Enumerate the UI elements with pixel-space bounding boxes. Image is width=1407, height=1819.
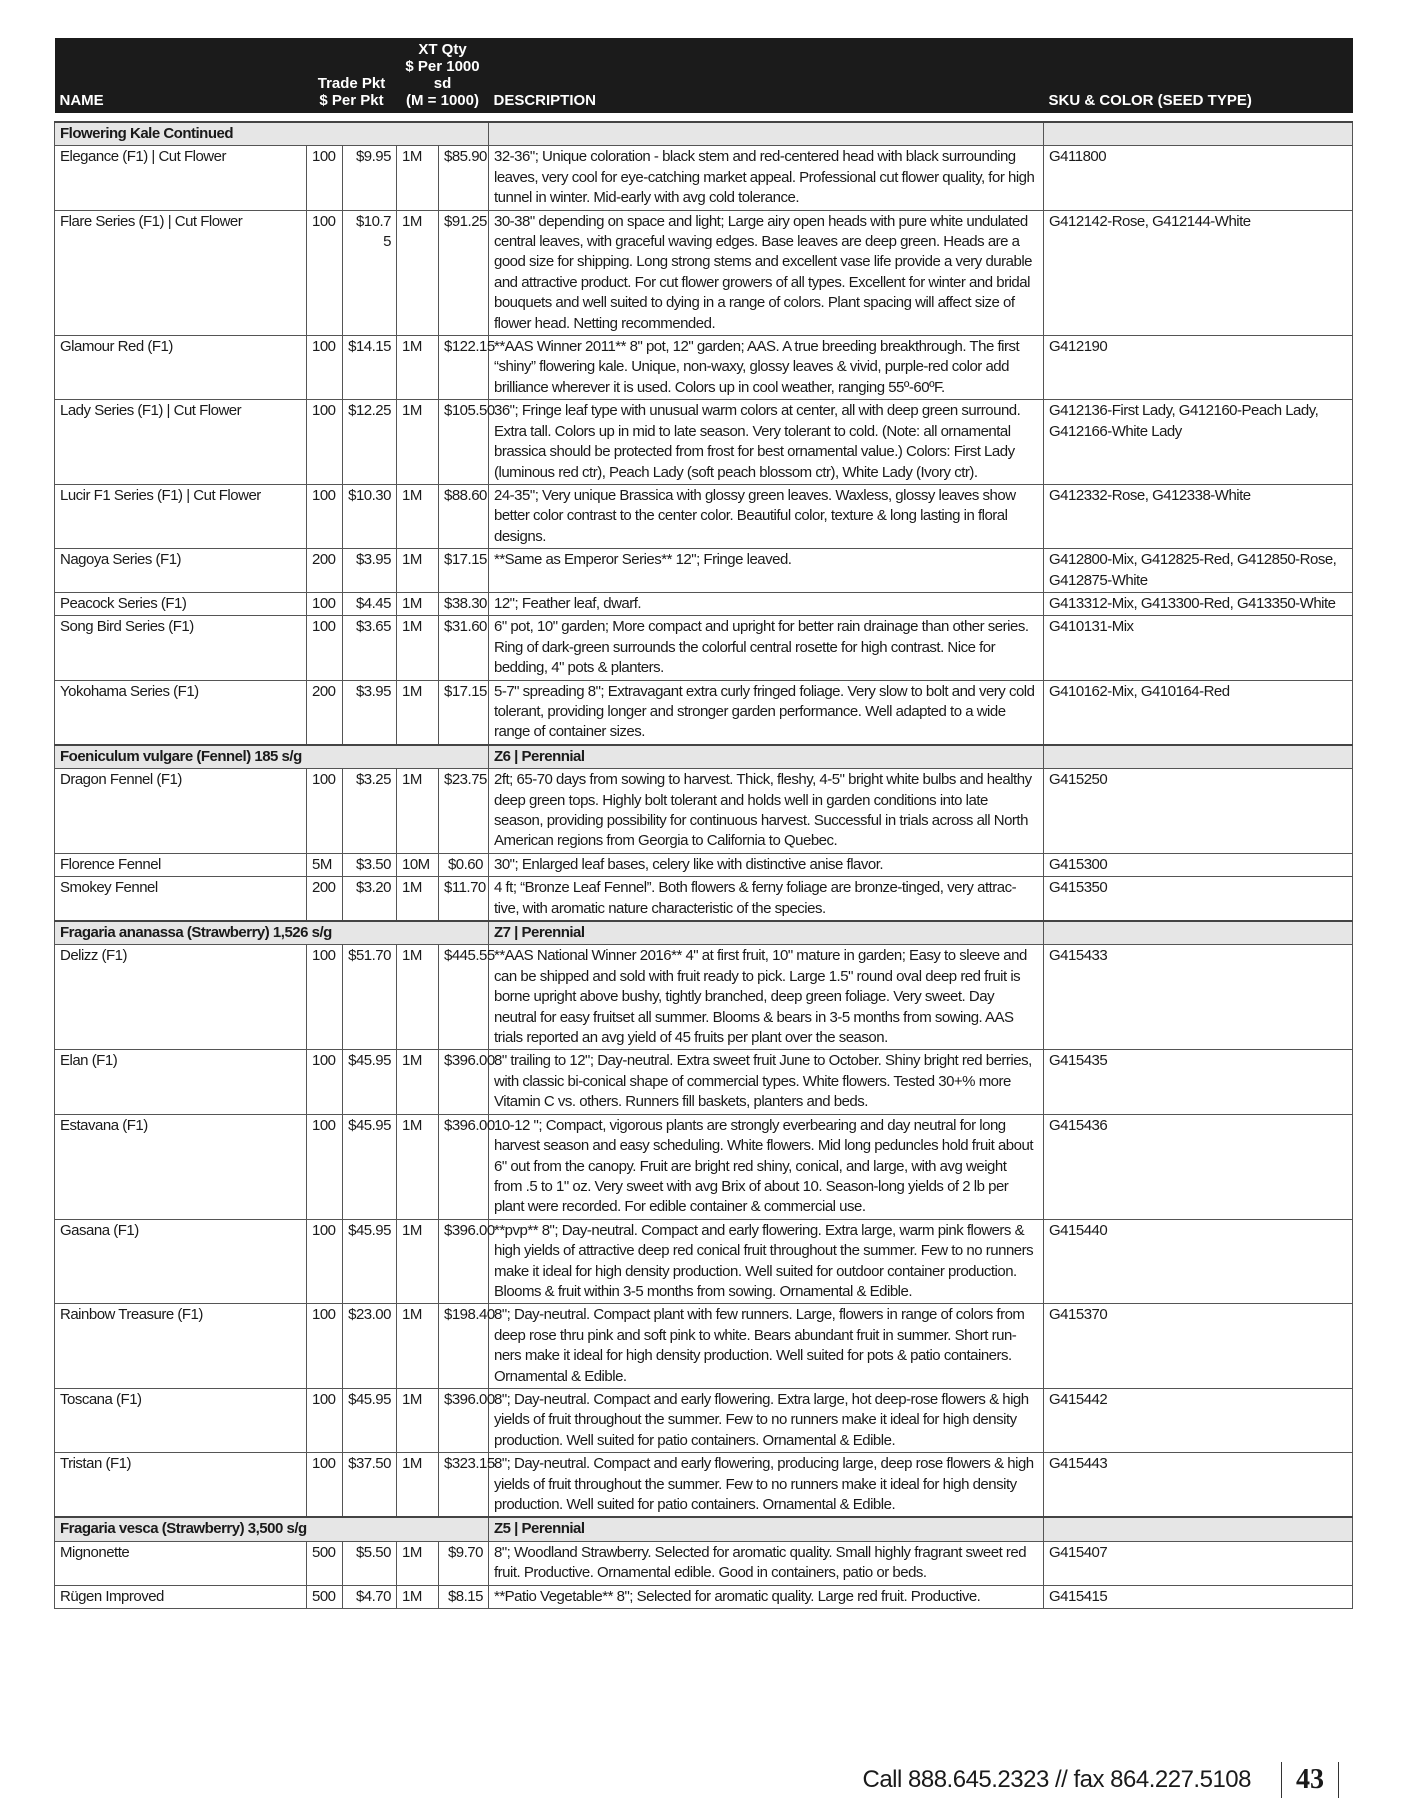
table-row <box>55 769 1353 854</box>
header-trade-pkt <box>307 38 397 113</box>
xt-price: $105.50 <box>439 400 489 485</box>
trade-pkt-qty: 100 <box>307 336 343 400</box>
table-row <box>55 877 1353 921</box>
sku-color: G415440 <box>1044 1219 1353 1304</box>
header-name: NAME <box>55 38 307 113</box>
product-description: 6" pot, 10" garden; More compact and upright for better rain drainage than other series. Ring of dark-green surrounds the colorful central rosette for high contrast. Nice for bedding, 4" pots & planters. <box>489 616 1044 680</box>
header-xt-line3: (M = 1000) <box>406 92 479 109</box>
xt-price: $9.70 <box>439 1541 489 1585</box>
section-zone: Z7 | Perennial <box>489 921 1044 945</box>
product-name: Glamour Red (F1) <box>55 336 307 400</box>
xt-price: $122.15 <box>439 336 489 400</box>
table-row <box>55 945 1353 1050</box>
product-description: 8" trailing to 12"; Day-neutral. Extra sweet fruit June to October. Shiny bright red berries, with classic bi-conical shape of commercial types. White flowers. Tested 30+% more Vitamin C vs. others. Runners fill baskets, planters and beds. <box>489 1050 1044 1114</box>
xt-price: $88.60 <box>439 484 489 548</box>
trade-pkt-qty: 200 <box>307 680 343 745</box>
sku-color: G410162-Mix, G410164-Red <box>1044 680 1353 745</box>
section-title: Flowering Kale Continued <box>55 122 489 146</box>
product-name: Gasana (F1) <box>55 1219 307 1304</box>
product-name: Mignonette <box>55 1541 307 1585</box>
contact-info: Call 888.645.2323 // fax 864.227.5108 <box>862 1766 1251 1793</box>
header-xt-line1: XT Qty <box>418 41 467 58</box>
table-row <box>55 400 1353 485</box>
xt-price: $396.00 <box>439 1388 489 1452</box>
xt-price: $198.40 <box>439 1304 489 1389</box>
trade-pkt-price: $3.20 <box>343 877 397 921</box>
trade-pkt-price: $3.95 <box>343 680 397 745</box>
product-name: Rügen Improved <box>55 1585 307 1608</box>
table-body <box>55 113 1353 1609</box>
table-row <box>55 592 1353 615</box>
trade-pkt-price: $3.65 <box>343 616 397 680</box>
sku-color: G415436 <box>1044 1114 1353 1219</box>
xt-price: $445.55 <box>439 945 489 1050</box>
table-row <box>55 680 1353 745</box>
product-description: **Same as Emperor Series** 12"; Fringe leaved. <box>489 549 1044 593</box>
section-header-row <box>55 1517 1353 1541</box>
header-sku: SKU & COLOR (SEED TYPE) <box>1044 38 1353 113</box>
trade-pkt-price: $3.95 <box>343 549 397 593</box>
sku-color: G412142-Rose, G412144-White <box>1044 210 1353 335</box>
table-row <box>55 336 1353 400</box>
xt-price: $23.75 <box>439 769 489 854</box>
product-description: 2ft; 65-70 days from sowing to harvest. Thick, fleshy, 4-5" bright white bulbs and healthy deep green tops. Highly bolt tolerant and holds well in garden conditions into late season, providing possibility for continuous harvest. Successful in trials across all North American regions from Georgia to California to Quebec. <box>489 769 1044 854</box>
xt-price: $0.60 <box>439 853 489 876</box>
xt-price: $396.00 <box>439 1114 489 1219</box>
product-description: **Patio Vegetable** 8"; Selected for aromatic quality. Large red fruit. Productive. <box>489 1585 1044 1608</box>
table-row <box>55 549 1353 593</box>
trade-pkt-price: $45.95 <box>343 1050 397 1114</box>
xt-qty: 1M <box>397 400 439 485</box>
trade-pkt-price: $10.7 5 <box>343 210 397 335</box>
section-header-row <box>55 122 1353 146</box>
sku-color: G412332-Rose, G412338-White <box>1044 484 1353 548</box>
product-name: Tristan (F1) <box>55 1453 307 1518</box>
xt-price: $323.15 <box>439 1453 489 1518</box>
xt-price: $8.15 <box>439 1585 489 1608</box>
product-description: 12"; Feather leaf, dwarf. <box>489 592 1044 615</box>
trade-pkt-qty: 100 <box>307 769 343 854</box>
product-name: Flare Series (F1) | Cut Flower <box>55 210 307 335</box>
table-row <box>55 1114 1353 1219</box>
section-header-row <box>55 745 1353 769</box>
section-sku <box>1044 1517 1353 1541</box>
xt-qty: 1M <box>397 1114 439 1219</box>
trade-pkt-price: $23.00 <box>343 1304 397 1389</box>
header-gap <box>55 113 1353 122</box>
header-xt-line2: $ Per 1000 sd <box>405 58 480 92</box>
trade-pkt-qty: 500 <box>307 1541 343 1585</box>
table-row <box>55 146 1353 210</box>
xt-qty: 1M <box>397 1585 439 1608</box>
trade-pkt-price: $45.95 <box>343 1388 397 1452</box>
xt-qty: 1M <box>397 1304 439 1389</box>
trade-pkt-price: $4.45 <box>343 592 397 615</box>
sku-color: G412136-First Lady, G412160-Peach Lady, G412166-White Lady <box>1044 400 1353 485</box>
product-name: Lady Series (F1) | Cut Flower <box>55 400 307 485</box>
sku-color: G415370 <box>1044 1304 1353 1389</box>
page-number: 43 <box>1296 1764 1324 1795</box>
xt-qty: 1M <box>397 1453 439 1518</box>
trade-pkt-qty: 100 <box>307 945 343 1050</box>
header-description: DESCRIPTION <box>489 38 1044 113</box>
product-name: Yokohama Series (F1) <box>55 680 307 745</box>
product-name: Lucir F1 Series (F1) | Cut Flower <box>55 484 307 548</box>
section-sku <box>1044 122 1353 146</box>
table-header <box>55 38 1353 113</box>
xt-price: $11.70 <box>439 877 489 921</box>
section-zone <box>489 122 1044 146</box>
trade-pkt-price: $3.50 <box>343 853 397 876</box>
header-trade-pkt-line2: $ Per Pkt <box>319 92 384 109</box>
product-description: 30-38" depending on space and light; Large airy open heads with pure white undulated central leaves, with graceful waving edges. Base leaves are deep green. Heads are a good size for shipping. Long strong stems and excellent vase life provide a very durable and attractive product. For cut flower growers of all types. Excellent for winter and bridal bouquets and well suited to dying in a range of colors. Plant spacing will affect size of flower head. Netting recommended. <box>489 210 1044 335</box>
xt-price: $85.90 <box>439 146 489 210</box>
xt-qty: 10M <box>397 853 439 876</box>
product-name: Nagoya Series (F1) <box>55 549 307 593</box>
trade-pkt-qty: 100 <box>307 1050 343 1114</box>
product-description: 8"; Day-neutral. Compact plant with few runners. Large, flowers in range of colors from deep rose thru pink and soft pink to white. Bears abundant fruit in summer. Short run-ners make it ideal for high density production. Well suited for pots & patio containers. Ornamental & Edible. <box>489 1304 1044 1389</box>
trade-pkt-qty: 100 <box>307 1114 343 1219</box>
product-description: 10-12 "; Compact, vigorous plants are strongly everbearing and day neutral for long harvest season and easy scheduling. White flowers. Mid long peduncles hold fruit about 6" out from the canopy. Fruit are bright red shiny, conical, and large, with avg weight from .5 to 1" oz. Very sweet with avg Brix of about 10. Season-long yields of 2 lb per plant were recorded. For edible container & commercial use. <box>489 1114 1044 1219</box>
product-name: Smokey Fennel <box>55 877 307 921</box>
trade-pkt-qty: 5M <box>307 853 343 876</box>
sku-color: G415300 <box>1044 853 1353 876</box>
catalog-page <box>54 38 1352 1609</box>
trade-pkt-qty: 100 <box>307 210 343 335</box>
trade-pkt-price: $51.70 <box>343 945 397 1050</box>
product-description: 8"; Woodland Strawberry. Selected for aromatic quality. Small highly fragrant sweet red fruit. Productive. Ornamental edible. Good in containers, patio or beds. <box>489 1541 1044 1585</box>
xt-qty: 1M <box>397 484 439 548</box>
product-description: 30"; Enlarged leaf bases, celery like with distinctive anise flavor. <box>489 853 1044 876</box>
table-row <box>55 1585 1353 1608</box>
table-row <box>55 1541 1353 1585</box>
product-name: Toscana (F1) <box>55 1388 307 1452</box>
trade-pkt-qty: 100 <box>307 616 343 680</box>
product-name: Dragon Fennel (F1) <box>55 769 307 854</box>
xt-qty: 1M <box>397 1050 439 1114</box>
trade-pkt-price: $5.50 <box>343 1541 397 1585</box>
table-row <box>55 1388 1353 1452</box>
xt-qty: 1M <box>397 1388 439 1452</box>
xt-price: $38.30 <box>439 592 489 615</box>
xt-qty: 1M <box>397 210 439 335</box>
trade-pkt-price: $14.15 <box>343 336 397 400</box>
table-row <box>55 1050 1353 1114</box>
sku-color: G415433 <box>1044 945 1353 1050</box>
trade-pkt-qty: 500 <box>307 1585 343 1608</box>
xt-price: $31.60 <box>439 616 489 680</box>
xt-price: $17.15 <box>439 549 489 593</box>
sku-color: G412800-Mix, G412825-Red, G412850-Rose, G412875-White <box>1044 549 1353 593</box>
header-trade-pkt-line1: Trade Pkt <box>317 75 386 92</box>
sku-color: G411800 <box>1044 146 1353 210</box>
trade-pkt-qty: 200 <box>307 877 343 921</box>
xt-qty: 1M <box>397 877 439 921</box>
xt-price: $91.25 <box>439 210 489 335</box>
table-row <box>55 853 1353 876</box>
section-zone: Z6 | Perennial <box>489 745 1044 769</box>
header-xt-qty <box>397 38 489 113</box>
product-description: 32-36"; Unique coloration - black stem and red-centered head with black surrounding leaves, very cool for eye-catching market appeal. Professional cut flower quality, for high tunnel in winter. Mid-early with avg cold tolerance. <box>489 146 1044 210</box>
sku-color: G415407 <box>1044 1541 1353 1585</box>
xt-price: $17.15 <box>439 680 489 745</box>
table-row <box>55 210 1353 335</box>
product-description: **AAS National Winner 2016** 4" at first fruit, 10" mature in garden; Easy to sleeve and can be shipped and sold with fruit ready to pick. Large 1.5" round oval deep red fruit is borne upright above bushy, tightly branched, deep green foliage. Very sweet. Day neutral for easy fruitset all summer. Blooms & bears in 3-5 months from sowing. AAS trials reported an avg yield of 45 fruits per plant over the season. <box>489 945 1044 1050</box>
footer-divider-right <box>1338 1762 1339 1798</box>
table-row <box>55 484 1353 548</box>
trade-pkt-qty: 200 <box>307 549 343 593</box>
section-sku <box>1044 921 1353 945</box>
trade-pkt-qty: 100 <box>307 400 343 485</box>
product-name: Florence Fennel <box>55 853 307 876</box>
sku-color: G413312-Mix, G413300-Red, G413350-White <box>1044 592 1353 615</box>
trade-pkt-qty: 100 <box>307 484 343 548</box>
product-description: 36"; Fringe leaf type with unusual warm colors at center, all with deep green surround. Extra tall. Colors up in mid to late season. Very tolerant to cold. (Note: all ornamental brassica should be protected from frost for best ornamental value.) Colors: First Lady (luminous red ctr), Peach Lady (soft peach blossom ctr), White Lady (Ivory ctr). <box>489 400 1044 485</box>
trade-pkt-qty: 100 <box>307 1219 343 1304</box>
product-name: Rainbow Treasure (F1) <box>55 1304 307 1389</box>
sku-color: G415435 <box>1044 1050 1353 1114</box>
xt-qty: 1M <box>397 945 439 1050</box>
section-title: Foeniculum vulgare (Fennel) 185 s/g <box>55 745 489 769</box>
product-name: Elan (F1) <box>55 1050 307 1114</box>
section-header-row <box>55 921 1353 945</box>
sku-color: G415415 <box>1044 1585 1353 1608</box>
trade-pkt-price: $45.95 <box>343 1114 397 1219</box>
xt-qty: 1M <box>397 680 439 745</box>
section-title: Fragaria ananassa (Strawberry) 1,526 s/g <box>55 921 489 945</box>
xt-qty: 1M <box>397 336 439 400</box>
xt-price: $396.00 <box>439 1219 489 1304</box>
section-zone: Z5 | Perennial <box>489 1517 1044 1541</box>
xt-qty: 1M <box>397 592 439 615</box>
trade-pkt-qty: 100 <box>307 1304 343 1389</box>
footer-divider <box>1281 1762 1282 1798</box>
sku-color: G415443 <box>1044 1453 1353 1518</box>
product-name: Song Bird Series (F1) <box>55 616 307 680</box>
product-name: Peacock Series (F1) <box>55 592 307 615</box>
product-description: **pvp** 8"; Day-neutral. Compact and early flowering. Extra large, warm pink flowers & high yields of attractive deep red conical fruit throughout the summer. Few to no runners make it ideal for high density production. Well suited for outdoor container production. Blooms & fruit within 3-5 months from sowing. Ornamental & Edible. <box>489 1219 1044 1304</box>
product-description: **AAS Winner 2011** 8" pot, 12" garden; AAS. A true breeding breakthrough. The first “shiny” flowering kale. Unique, non-waxy, glossy leaves & vivid, purple-red color add brilliance wherever it is used. Colors up in cool weather, ranging 55º-60ºF. <box>489 336 1044 400</box>
table-row <box>55 1219 1353 1304</box>
section-sku <box>1044 745 1353 769</box>
sku-color: G410131-Mix <box>1044 616 1353 680</box>
product-description: 8"; Day-neutral. Compact and early flowering, producing large, deep rose flowers & high yields of fruit throughout the summer. Few to no runners make it ideal for high density production. Well suited for patio containers. Ornamental & Edible. <box>489 1453 1044 1518</box>
product-description: 8"; Day-neutral. Compact and early flowering. Extra large, hot deep-rose flowers & high yields of fruit throughout the summer. Few to no runners make it ideal for high density production. Well suited for patio containers. Ornamental & Edible. <box>489 1388 1044 1452</box>
trade-pkt-qty: 100 <box>307 1388 343 1452</box>
trade-pkt-price: $9.95 <box>343 146 397 210</box>
product-description: 4 ft; “Bronze Leaf Fennel”. Both flowers & ferny foliage are bronze-tinged, very attrac-tive, with aromatic nature characteristic of the species. <box>489 877 1044 921</box>
trade-pkt-qty: 100 <box>307 592 343 615</box>
page-footer <box>863 1760 1354 1800</box>
trade-pkt-price: $10.30 <box>343 484 397 548</box>
sku-color: G415350 <box>1044 877 1353 921</box>
sku-color: G415250 <box>1044 769 1353 854</box>
xt-qty: 1M <box>397 549 439 593</box>
trade-pkt-qty: 100 <box>307 146 343 210</box>
seed-price-table <box>54 38 1353 1609</box>
product-description: 24-35"; Very unique Brassica with glossy green leaves. Waxless, glossy leaves show better color contrast to the center color. Beautiful color, texture & long lasting in floral designs. <box>489 484 1044 548</box>
table-row <box>55 616 1353 680</box>
table-row <box>55 1453 1353 1518</box>
table-row <box>55 1304 1353 1389</box>
product-description: 5-7" spreading 8"; Extravagant extra curly fringed foliage. Very slow to bolt and very cold tolerant, providing longer and stronger garden performance. Well adapted to a wide range of container sizes. <box>489 680 1044 745</box>
section-title: Fragaria vesca (Strawberry) 3,500 s/g <box>55 1517 489 1541</box>
trade-pkt-price: $12.25 <box>343 400 397 485</box>
xt-qty: 1M <box>397 616 439 680</box>
trade-pkt-qty: 100 <box>307 1453 343 1518</box>
trade-pkt-price: $3.25 <box>343 769 397 854</box>
sku-color: G412190 <box>1044 336 1353 400</box>
xt-qty: 1M <box>397 1219 439 1304</box>
product-name: Estavana (F1) <box>55 1114 307 1219</box>
product-name: Elegance (F1) | Cut Flower <box>55 146 307 210</box>
xt-price: $396.00 <box>439 1050 489 1114</box>
xt-qty: 1M <box>397 146 439 210</box>
xt-qty: 1M <box>397 1541 439 1585</box>
trade-pkt-price: $45.95 <box>343 1219 397 1304</box>
trade-pkt-price: $4.70 <box>343 1585 397 1608</box>
product-name: Delizz (F1) <box>55 945 307 1050</box>
xt-qty: 1M <box>397 769 439 854</box>
trade-pkt-price: $37.50 <box>343 1453 397 1518</box>
sku-color: G415442 <box>1044 1388 1353 1452</box>
